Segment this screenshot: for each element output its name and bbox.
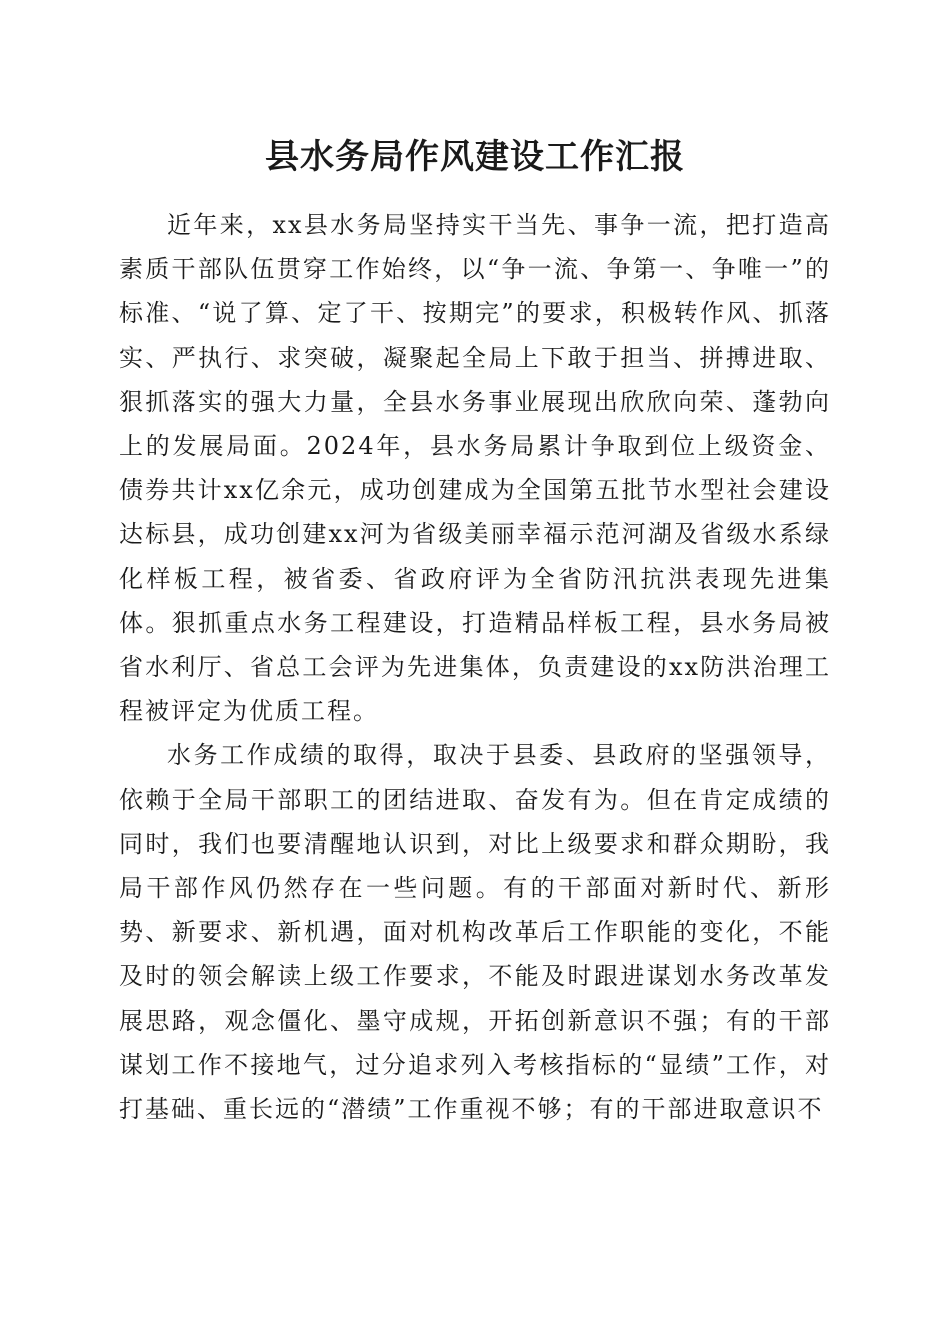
document-body (119, 203, 831, 1131)
paragraph-achievements: 近年来，xx县水务局坚持实干当先、事争一流，把打造高素质干部队伍贯穿工作始终，以“争一流、争第一、争唯一”的标准、“说了算、定了干、按期完”的要求，积极转作风、抓落实、严执行、求突破，凝聚起全局上下敢于担当、拼搏进取、狠抓落实的强大力量，全县水务事业展现出欣欣向荣、蓬勃向上的发展局面。2024年，县水务局累计争取到位上级资金、债券共计xx亿余元，成功创建成为全国第五批节水型社会建设达标县，成功创建xx河为省级美丽幸福示范河湖及省级水系绿化样板工程，被省委、省政府评为全省防汛抗洪表现先进集体。狠抓重点水务工程建设，打造精品样板工程，县水务局被省水利厅、省总工会评为先进集体，负责建设的xx防洪治理工程被评定为优质工程。 (119, 211, 831, 726)
paragraph-problems: 水务工作成绩的取得，取决于县委、县政府的坚强领导，依赖于全局干部职工的团结进取、奋发有为。但在肯定成绩的同时，我们也要清醒地认识到，对比上级要求和群众期盼，我局干部作风仍然存在一些问题。有的干部面对新时代、新形势、新要求、新机遇，面对机构改革后工作职能的变化，不能及时的领会解读上级工作要求，不能及时跟进谋划水务改革发展思路，观念僵化、墨守成规，开拓创新意识不强；有的干部谋划工作不接地气，过分追求列入考核指标的“显绩”工作，对打基础、重长远的“潜绩”工作重视不够；有的干部进取意识不 (119, 741, 831, 1124)
document-title: 县水务局作风建设工作汇报 (265, 137, 685, 177)
